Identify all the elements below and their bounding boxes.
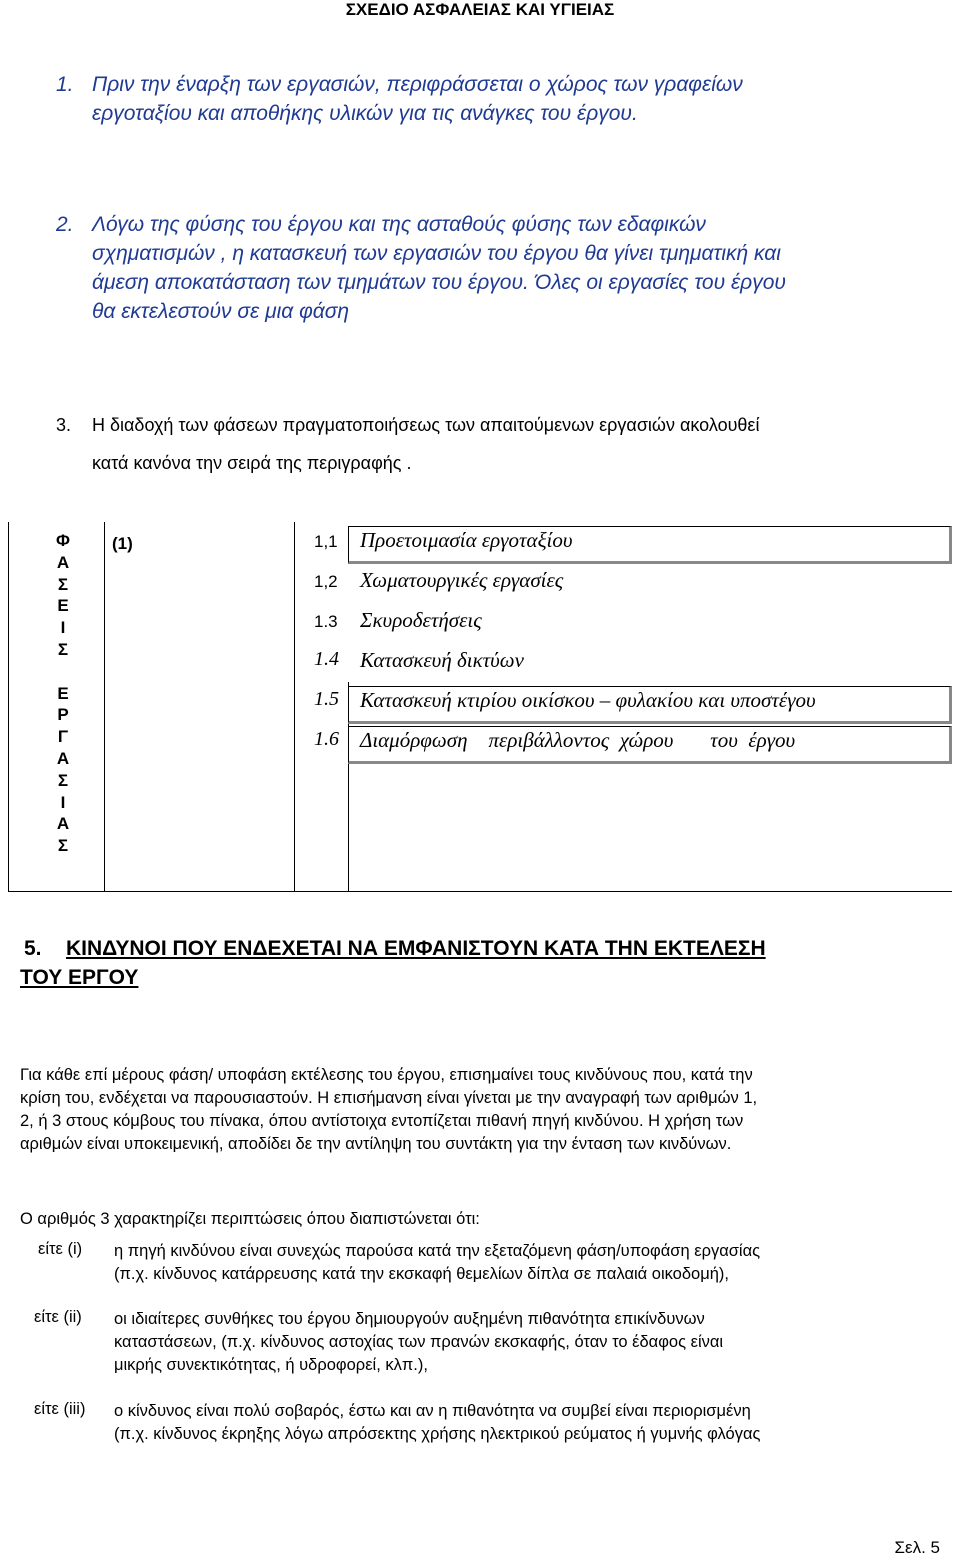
case-line: οι ιδιαίτερες συνθήκες του έργου δημιουργούν αυξημένη πιθανότητα επικίνδυνων [114,1310,705,1328]
document-title: ΣΧΕΔΙΟ ΑΣΦΑΛΕΙΑΣ ΚΑΙ ΥΓΙΕΙΑΣ [345,0,615,19]
case-label: είτε (ii) [34,1308,82,1326]
vertical-heading [48,530,78,857]
vertical-letter: Α [56,748,70,768]
vertical-letter: Ρ [57,705,69,725]
numbered-item-2 [56,210,946,326]
case-item [20,1308,940,1380]
case-label: είτε (iii) [34,1400,86,1418]
section-heading-line: ΤΟΥ ΕΡΓΟΥ [20,966,139,989]
table-border [8,522,9,892]
vertical-letter: Α [56,552,70,572]
case-line: ο κίνδυνος είναι πολύ σοβαρός, έστω και αν η πιθανότητα να συμβεί είναι περιορισμένη [114,1402,751,1420]
phase-code: 1.4 [314,648,339,670]
phase-code: 1.3 [314,612,338,631]
item-line: Λόγω της φύσης του έργου και της ασταθούς φύσης των εδαφικών [92,213,706,236]
case-body [114,1240,934,1286]
phase-row [300,682,952,720]
section-heading [20,934,920,992]
vertical-letter: Σ [57,639,69,659]
phase-text: Προετοιμασία εργοταξίου [360,528,573,552]
table-border [104,522,105,892]
vertical-letter: Ε [57,683,69,703]
phases-table [8,522,952,892]
phase-code: 1.6 [314,728,339,750]
vertical-letter: Σ [57,574,69,594]
vertical-letter: Α [56,814,70,834]
phase-row [300,722,952,760]
case-body [114,1400,934,1446]
cases-intro: Ο αριθμός 3 χαρακτηρίζει περιπτώσεις όπου διαπιστώνεται ότι: [20,1210,480,1228]
phase-row [300,642,952,680]
phase-text: Χωματουργικές εργασίες [360,568,564,592]
phase-row [300,602,952,640]
phase-label: (1) [112,534,133,553]
table-border [8,891,952,892]
case-line: (π.χ. κίνδυνος έκρηξης λόγω απρόσεκτης χρήσης ηλεκτρικού ρεύματος ή γυμνής φλόγας [114,1425,761,1443]
phase-text: Κατασκευή κτιρίου οικίσκου – φυλακίου και υποστέγου [360,688,816,712]
section-number: 5. [24,937,42,960]
case-line: μικρής συνεκτικότητας, ή υδροφορεί, κλπ.), [114,1356,428,1374]
section-heading-line: ΚΙΝΔΥΝΟΙ ΠΟΥ ΕΝΔΕΧΕΤΑΙ ΝΑ ΕΜΦΑΝΙΣΤΟΥΝ ΚΑΤΑ ΤΗΝ ΕΚΤΕΛΕΣΗ [66,937,766,960]
item-line: κατά κανόνα την σειρά της περιγραφής . [92,453,412,473]
numbered-item-3 [56,406,946,482]
table-border [294,522,295,892]
phase-text: Σκυροδετήσεις [360,608,482,632]
item-number: 2. [56,213,74,236]
case-label: είτε (i) [38,1240,83,1258]
phase-text: Διαμόρφωση περιβάλλοντος χώρου του έργου [360,728,796,752]
page-number: Σελ. 5 [894,1538,940,1557]
case-body [114,1308,934,1377]
item-line: εργοταξίου και αποθήκης υλικών για τις ανάγκες του έργου. [92,102,638,125]
case-line: (π.χ. κίνδυνος κατάρρευσης κατά την εκσκαφή θεμελίων δίπλα σε παλαιά οικοδομή), [114,1265,729,1283]
vertical-letter: Ε [57,596,69,616]
vertical-letter: Φ [56,531,70,550]
phase-code: 1,1 [314,532,338,551]
vertical-letter: Ι [60,792,66,812]
vertical-letter: Ι [60,618,66,638]
paragraph-line: κρίση του, ενδέχεται να παρουσιαστούν. Η επισήμανση είναι γίνεται με την αναγραφή των αριθμών 1, [20,1089,758,1107]
paragraph-line: 2, ή 3 στους κόμβους του πίνακα, όπου αντίστοιχα εντοπίζεται πιθανή πηγή κινδύνου. Η χρήση των [20,1112,744,1130]
numbered-item-1 [56,70,946,128]
phase-code: 1,2 [314,572,338,591]
case-item [20,1400,940,1450]
paragraph-line: αριθμών είναι υποκειμενική, αποδίδει δε την αντίληψη του συντάκτη για την ένταση των κινδύνων. [20,1135,732,1153]
phase-code: 1.5 [314,688,339,710]
phase-row [300,522,952,560]
item-line: άμεση αποκατάσταση των τμημάτων του έργου. Όλες οι εργασίες του έργου [92,271,786,294]
item-line: Πριν την έναρξη των εργασιών, περιφράσσεται ο χώρος των γραφείων [92,73,743,96]
paragraph-line: Για κάθε επί μέρους φάση/ υποφάση εκτέλεσης του έργου, επισημαίνει τους κινδύνους που, κατά την [20,1066,753,1084]
case-line: καταστάσεων, (π.χ. κίνδυνος αστοχίας των πρανών εκσκαφής, όταν το έδαφος είναι [114,1333,724,1351]
case-line: η πηγή κινδύνου είναι συνεχώς παρούσα κατά την εξεταζόμενη φάση/υποφάση εργασίας [114,1242,761,1260]
item-number: 3. [56,415,72,435]
vertical-letter [48,661,78,683]
item-line: θα εκτελεστούν σε μια φάση [92,300,350,323]
phase-text: Κατασκευή δικτύων [360,648,524,672]
item-line: Η διαδοχή των φάσεων πραγματοποιήσεως των απαιτούμενων εργασιών ακολουθεί [92,415,760,435]
section-paragraph [20,1064,940,1156]
vertical-letter: Σ [57,770,69,790]
case-item [20,1240,940,1300]
vertical-letter: Γ [57,727,69,747]
vertical-letter: Σ [57,836,69,856]
item-number: 1. [56,73,74,96]
phase-row [300,562,952,600]
item-line: σχηματισμών , η κατασκευή των εργασιών του έργου θα γίνει τμηματική και [92,242,781,265]
